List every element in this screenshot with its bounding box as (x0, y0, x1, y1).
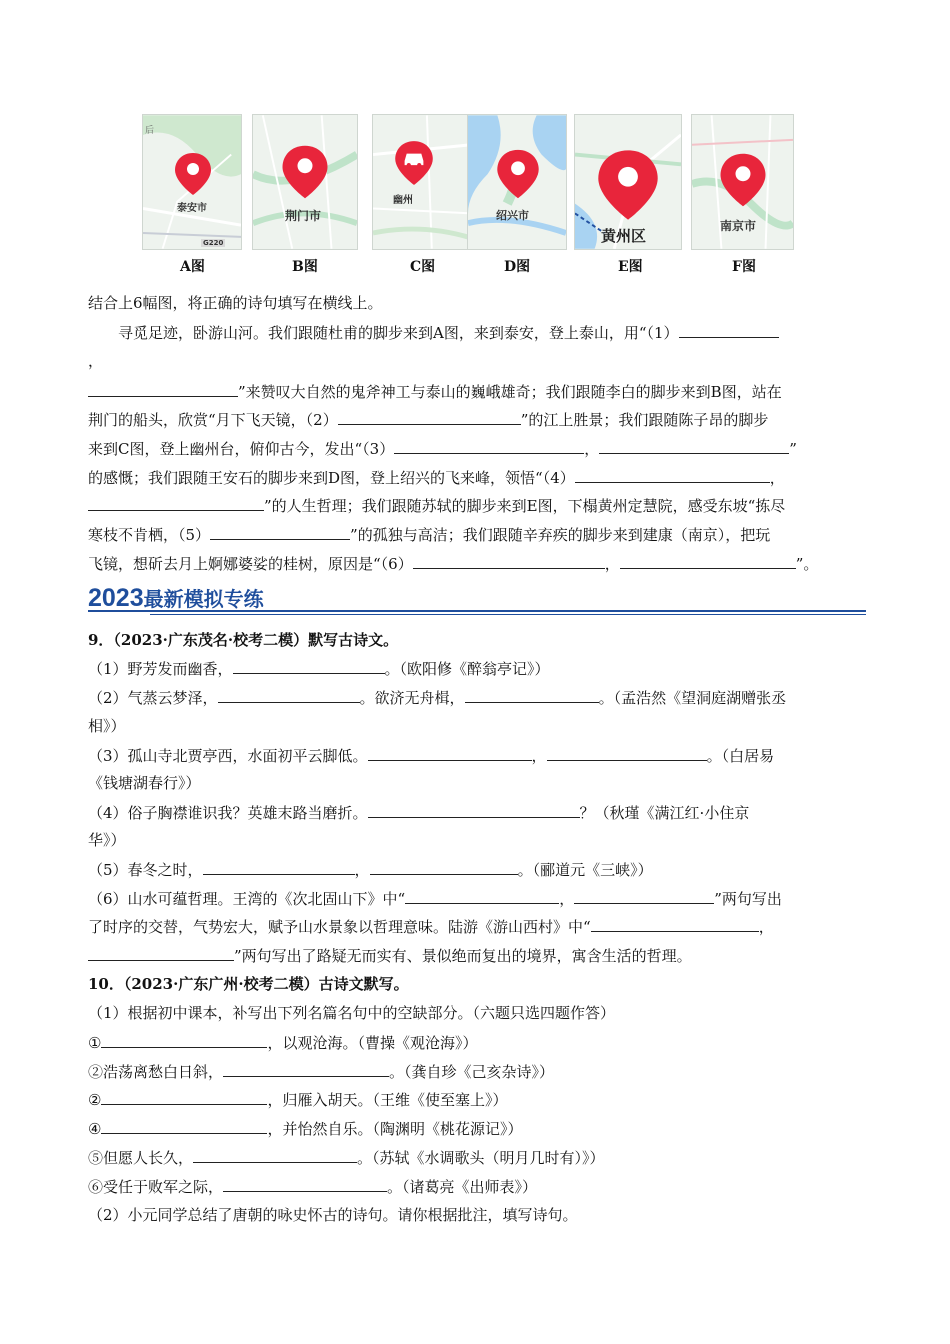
answer-blank-4b[interactable] (88, 495, 264, 511)
passage-text: 来到C图，登上幽州台，俯仰古今，发出“（3） (88, 440, 395, 458)
passage-line-6 (88, 467, 785, 488)
location-pin-icon (595, 147, 661, 223)
q10-text: 。（苏轼《水调歌头（明月几时有）》） (357, 1149, 605, 1167)
map-b-place-label: 荆门市 (285, 209, 322, 223)
answer-blank-1b[interactable] (88, 381, 238, 397)
answer-blank-6a[interactable] (413, 553, 605, 569)
q10-blank[interactable] (101, 1089, 267, 1105)
map-c (372, 114, 472, 250)
answer-blank-4a[interactable] (575, 467, 770, 483)
section-year: 2023 (88, 584, 144, 612)
map-c-place-label: 幽州 (393, 195, 413, 206)
q9-text: ， (559, 890, 575, 908)
q9-text: （5）春冬之时， (88, 861, 203, 879)
passage-text: ”的人生哲理；我们跟随苏轼的脚步来到E图，下榻黄州定慧院，感受东坡“拣尽 (264, 497, 786, 515)
q10-item-5 (88, 1147, 605, 1168)
map-e-caption: E图 (618, 259, 643, 275)
map-f (691, 114, 794, 250)
q10-part-2: （2）小元同学总结了唐朝的咏史怀古的诗句。请你根据批注，填写诗句。 (88, 1206, 578, 1224)
passage-line-5 (88, 438, 797, 459)
passage-text: ， (604, 555, 620, 573)
q10-text: ，以观沧海。（曹操《观沧海》） (267, 1034, 478, 1052)
q10-text: ② (88, 1091, 102, 1109)
passage-text: ， (88, 352, 104, 370)
passage-text: 的感慨；我们跟随王安石的脚步来到D图，登上绍兴的飞来峰，领悟“（4） (88, 469, 575, 487)
passage-text: 寻觅足迹，卧游山河。我们跟随杜甫的脚步来到A图，来到泰安，登上泰山，用“（1） (118, 324, 679, 342)
q9-blank[interactable] (370, 859, 518, 875)
q10-header: 10．（2023·广东广州·校考二模）古诗文默写。 (88, 975, 409, 993)
q10-item-2 (88, 1061, 554, 1082)
map-e (574, 114, 682, 250)
passage-text: ”来赞叹大自然的鬼斧神工与泰山的巍峨雄奇；我们跟随李白的脚步来到B图，站在 (238, 383, 782, 401)
q9-item-6 (88, 888, 782, 909)
q9-item-2 (88, 687, 786, 708)
map-d-caption: D图 (504, 259, 531, 275)
q9-text: （2）气蒸云梦泽， (88, 689, 218, 707)
q10-text: ④ (88, 1120, 102, 1138)
answer-blank-2[interactable] (338, 409, 521, 425)
q9-text: 。（孟浩然《望洞庭湖赠张丞 (598, 689, 787, 707)
passage-text: ， (584, 440, 600, 458)
answer-blank-3b[interactable] (599, 438, 789, 454)
q10-text: ⑥受任于败军之际， (88, 1178, 224, 1196)
q9-item-4-cont: 华》） (88, 831, 126, 849)
q10-text: 。（龚自珍《己亥杂诗》） (389, 1063, 555, 1081)
q9-item-6-cont (88, 916, 774, 937)
q9-text: （6）山水可蕴哲理。王湾的《次北固山下》中“ (88, 890, 406, 908)
q9-blank[interactable] (574, 888, 714, 904)
q10-text: ，归雁入胡天。（王维《使至塞上》） (267, 1091, 508, 1109)
car-pin-icon (393, 139, 435, 187)
map-figures (142, 114, 802, 274)
map-a-road-tag: G220 (203, 239, 224, 247)
q10-item-6 (88, 1176, 537, 1197)
q10-item-4 (88, 1118, 522, 1139)
passage-text: ”。 (795, 555, 819, 573)
q9-item-5 (88, 859, 653, 880)
q9-text: （1）野芳发而幽香， (88, 660, 233, 678)
q9-text: ， (354, 861, 370, 879)
map-d-place-label: 绍兴市 (496, 209, 529, 222)
q9-text: ， (758, 918, 774, 936)
q9-item-3-cont: 《钱塘湖春行》） (88, 774, 201, 792)
q9-blank[interactable] (405, 888, 559, 904)
q10-part-1: （1）根据初中课本，补写出下列名篇名句中的空缺部分。（六题只选四题作答） (88, 1004, 616, 1022)
answer-blank-3a[interactable] (394, 438, 584, 454)
q9-item-6-cont2 (88, 945, 692, 966)
section-divider (88, 610, 866, 612)
q10-blank[interactable] (101, 1032, 267, 1048)
map-a-place-label: 泰安市 (177, 203, 207, 214)
q9-text: 。（白居易 (706, 747, 775, 765)
q9-text: ？（秋瑾《满江红·小住京 (579, 804, 750, 822)
location-pin-icon (280, 143, 330, 201)
passage-line-9 (88, 553, 818, 574)
q10-text: 。（诸葛亮《出师表》） (387, 1178, 538, 1196)
q9-blank[interactable] (465, 687, 599, 703)
map-a-caption: A图 (180, 259, 205, 275)
q9-item-2-cont: 相》） (88, 717, 126, 735)
q10-item-1 (88, 1032, 477, 1053)
passage-text: 荆门的船头，欣赏“月下飞天镜，（2） (88, 411, 338, 429)
q9-item-4 (88, 802, 749, 823)
q10-blank[interactable] (223, 1176, 387, 1192)
map-e-place-label: 黄州区 (601, 227, 647, 245)
answer-blank-1a[interactable] (679, 322, 779, 338)
q9-blank[interactable] (591, 916, 759, 932)
q9-text: （4）俗子胸襟谁识我？英雄末路当磨折。 (88, 804, 368, 822)
q10-blank[interactable] (223, 1061, 389, 1077)
q9-text: 。欲济无舟楫， (359, 689, 465, 707)
passage-text: ， (769, 469, 785, 487)
passage-line-8 (88, 524, 770, 545)
location-pin-icon (718, 151, 768, 209)
passage-text: 寒枝不肯栖，（5） (88, 526, 211, 544)
q9-text: ， (531, 747, 547, 765)
section-heading (88, 583, 866, 615)
passage-line-4 (88, 409, 768, 430)
passage-line-7 (88, 495, 785, 516)
q9-text: 。（欧阳修《醉翁亭记》） (384, 660, 550, 678)
passage-line-3 (88, 381, 782, 402)
passage-text: 飞镜，想斫去月上婀娜婆娑的桂树，原因是“（6） (88, 555, 413, 573)
map-a-corner-tag: 后 (145, 126, 155, 136)
map-f-place-label: 南京市 (720, 219, 757, 233)
q10-blank[interactable] (101, 1118, 267, 1134)
q9-item-1 (88, 658, 550, 679)
map-a (142, 114, 242, 250)
q9-text: ”两句写出 (714, 890, 782, 908)
q9-blank[interactable] (547, 745, 707, 761)
q9-blank[interactable] (368, 802, 580, 818)
passage-line-2 (88, 351, 103, 371)
section-title-text: 最新模拟专练 (143, 587, 264, 611)
q9-blank[interactable] (203, 859, 355, 875)
q9-blank[interactable] (218, 687, 360, 703)
q9-header: 9．（2023·广东茂名·校考二模）默写古诗文。 (88, 631, 399, 649)
map-d (467, 114, 567, 250)
q10-blank[interactable] (193, 1147, 357, 1163)
q9-item-3 (88, 745, 774, 766)
q10-text: ，并怡然自乐。（陶渊明《桃花源记》） (267, 1120, 523, 1138)
answer-blank-5[interactable] (210, 524, 350, 540)
location-pin-icon (173, 151, 213, 197)
map-b-caption: B图 (292, 259, 318, 275)
q10-item-3 (88, 1089, 507, 1110)
map-b (252, 114, 358, 250)
q9-text: ”两句写出了路疑无而实有、景似绝而复出的境界，寓含生活的哲理。 (234, 947, 692, 965)
map-f-caption: F图 (732, 259, 756, 275)
intro-text: 结合上6幅图，将正确的诗句填写在横线上。 (88, 294, 383, 312)
q9-blank[interactable] (88, 945, 234, 961)
q10-text: ②浩荡离愁白日斜， (88, 1063, 224, 1081)
passage-line-1 (118, 322, 779, 343)
q9-text: （3）孤山寺北贾亭西，水面初平云脚低。 (88, 747, 368, 765)
q9-blank[interactable] (368, 745, 532, 761)
q10-text: ① (88, 1034, 102, 1052)
passage-text: ” (789, 440, 797, 458)
answer-blank-6b[interactable] (620, 553, 796, 569)
location-pin-icon (495, 147, 541, 201)
q9-text: 。（郦道元《三峡》） (517, 861, 653, 879)
q9-blank[interactable] (233, 658, 385, 674)
passage-text: ”的江上胜景；我们跟随陈子昂的脚步 (520, 411, 769, 429)
section-divider (150, 614, 866, 615)
q10-text: ⑤但愿人长久， (88, 1149, 194, 1167)
passage-text: ”的孤独与高洁；我们跟随辛弃疾的脚步来到建康（南京），把玩 (350, 526, 771, 544)
map-c-caption: C图 (410, 259, 436, 275)
q9-text: 了时序的交替，气势宏大，赋予山水景象以哲理意味。陆游《游山西村》中“ (88, 918, 591, 936)
